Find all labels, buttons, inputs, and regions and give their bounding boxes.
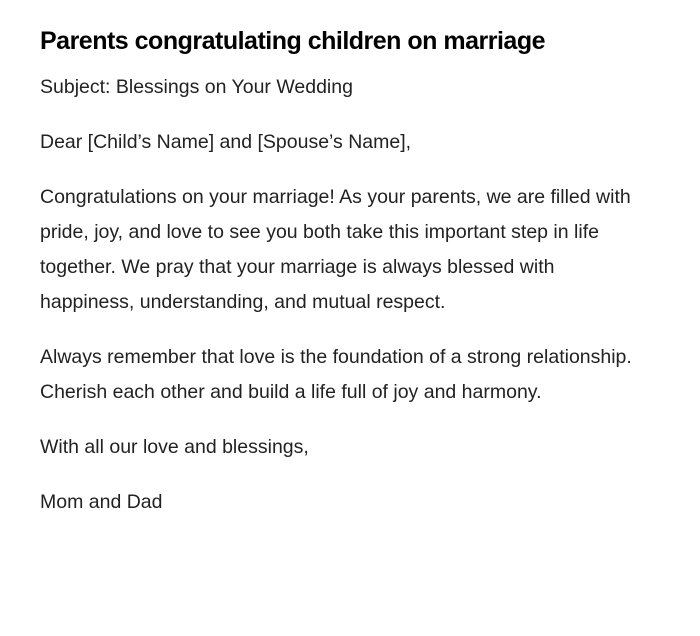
closing: With all our love and blessings, [40,436,309,458]
greeting: Dear [Child’s Name] and [Spouse’s Name], [40,131,412,153]
subject-line: Subject: Blessings on Your Wedding [40,76,353,98]
body-paragraph: Congratulations on your marriage! As your parents, we are filled with pride, joy, and love to see you both take this important step in life together. We pray that your marriage is always blessed with happiness, understanding, and mutual respect. [40,186,631,313]
signature: Mom and Dad [40,491,163,513]
page-title: Parents congratulating children on marriage [40,27,546,55]
body-paragraph: Always remember that love is the foundation of a strong relationship. Cherish each other and build a life full of joy and harmony. [40,346,632,403]
